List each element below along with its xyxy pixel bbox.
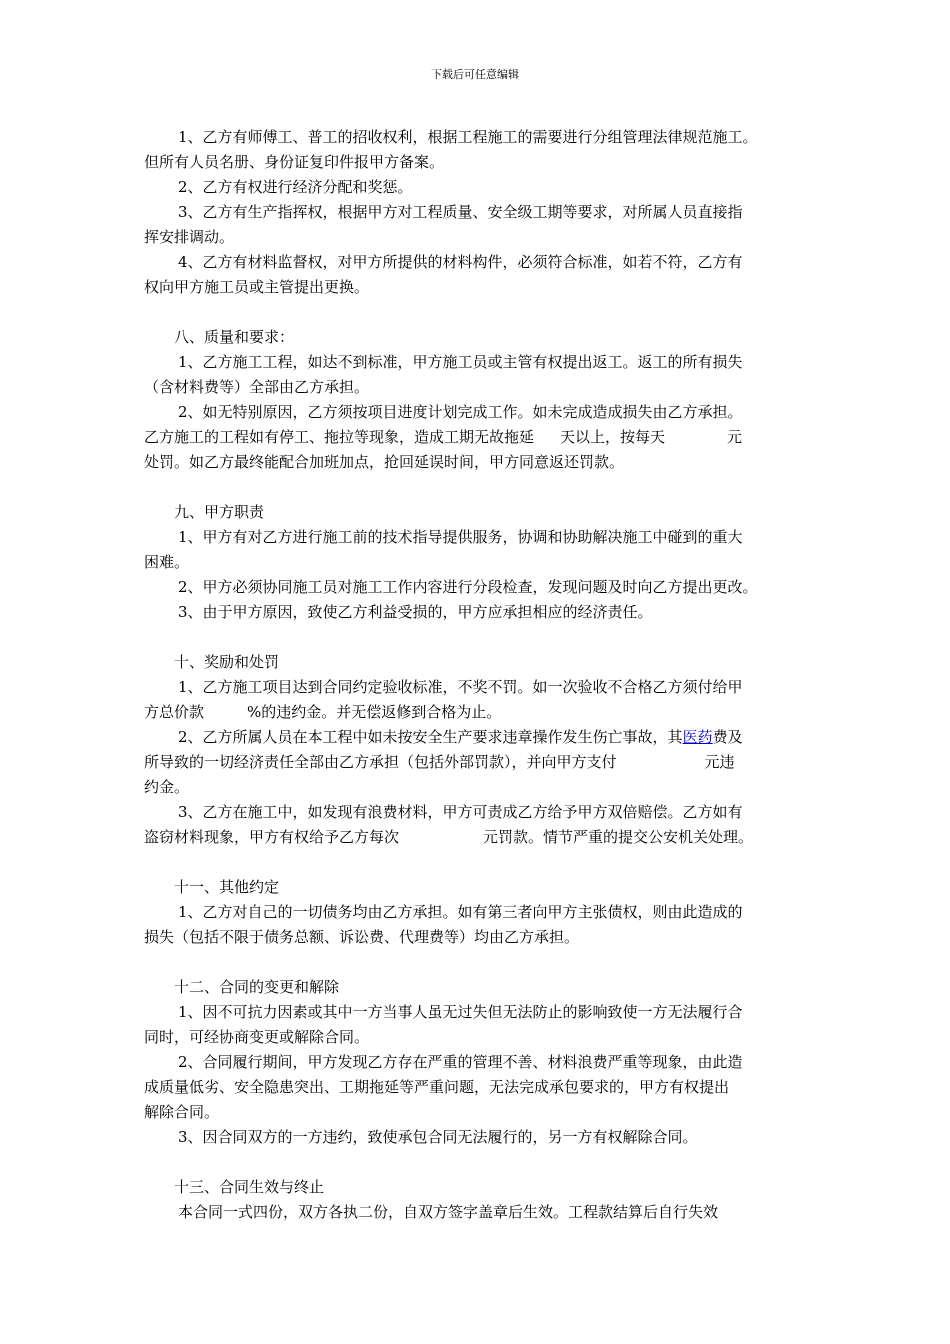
paragraph-line: 1、因不可抗力因素或其中一方当事人虽无过失但无法防止的影响致使一方无法履行合 — [178, 1003, 743, 1021]
paragraph-line: 2、甲方必须协同施工员对施工工作内容进行分段检查，发现问题及时向乙方提出更改。 — [178, 578, 758, 596]
paragraph-line: 但所有人员名册、身份证复印件报甲方备案。 — [144, 153, 445, 171]
paragraph-line: 1、乙方对自己的一切债务均由乙方承担。如有第三者向甲方主张债权，则由此造成的 — [178, 903, 743, 921]
paragraph-line: 处罚。如乙方最终能配合加班加点，抢回延误时间，甲方同意返还罚款。 — [144, 453, 625, 471]
paragraph-line: 1、乙方有师傅工、普工的招收权利，根据工程施工的需要进行分组管理法律规范施工。 — [178, 128, 758, 146]
paragraph-line: 约金。 — [144, 778, 190, 796]
text-fragment: 盗窃材料现象，甲方有权给予乙方每次 — [144, 828, 400, 846]
text-fragment: 元违 — [704, 753, 735, 771]
text-fragment: 2、乙方所属人员在本工程中如未按安全生产要求违章操作发生伤亡事故，其 — [178, 728, 683, 746]
medicine-link[interactable]: 医药 — [682, 728, 713, 746]
paragraph-line — [144, 725, 824, 750]
paragraph-line — [144, 750, 824, 775]
text-fragment: 乙方施工的工程如有停工、拖拉等现象，造成工期无故拖延 — [144, 428, 535, 446]
paragraph-line: （含材料费等）全部由乙方承担。 — [144, 378, 370, 396]
paragraph-line: 2、如无特别原因，乙方须按项目进度计划完成工作。如未完成造成损失由乙方承担。 — [178, 403, 743, 421]
text-fragment: 元罚款。情节严重的提交公安机关处理。 — [483, 828, 754, 846]
text-fragment: 天以上，按每天 — [560, 428, 666, 446]
text-fragment: 方总价款 — [144, 703, 205, 721]
paragraph-line — [144, 825, 824, 850]
section-heading: 八、质量和要求： — [174, 328, 295, 346]
section-heading: 九、甲方职责 — [174, 503, 265, 521]
paragraph-line: 挥安排调动。 — [144, 228, 235, 246]
paragraph-line: 权向甲方施工员或主管提出更换。 — [144, 278, 370, 296]
text-fragment: 元 — [727, 428, 743, 446]
text-fragment: 所导致的一切经济责任全部由乙方承担（包括外部罚款），并向甲方支付 — [144, 753, 617, 771]
paragraph-line: 4、乙方有材料监督权，对甲方所提供的材料构件，必须符合标准，如若不符，乙方有 — [178, 253, 743, 271]
contract-body — [144, 125, 824, 1225]
paragraph-line: 同时，可经协商变更或解除合同。 — [144, 1028, 370, 1046]
paragraph-line: 1、乙方施工项目达到合同约定验收标准，不奖不罚。如一次验收不合格乙方须付给甲 — [178, 678, 743, 696]
paragraph-line: 3、乙方有生产指挥权，根据甲方对工程质量、安全级工期等要求，对所属人员直接指 — [178, 203, 743, 221]
paragraph-line: 困难。 — [144, 553, 190, 571]
paragraph-line: 1、甲方有对乙方进行施工前的技术指导提供服务，协调和协助解决施工中碰到的重大 — [178, 528, 743, 546]
page-header: 下载后可任意编辑 — [431, 68, 519, 81]
paragraph-line: 3、乙方在施工中，如发现有浪费材料，甲方可责成乙方给予甲方双倍赔偿。乙方如有 — [178, 803, 743, 821]
paragraph-line: 2、乙方有权进行经济分配和奖惩。 — [178, 178, 413, 196]
section-heading: 十二、合同的变更和解除 — [174, 978, 340, 996]
section-heading: 十三、合同生效与终止 — [174, 1178, 325, 1196]
paragraph-line: 2、合同履行期间，甲方发现乙方存在严重的管理不善、材料浪费严重等现象，由此造 — [178, 1053, 743, 1071]
text-fragment: %的违约金。并无偿返修到合格为止。 — [247, 703, 502, 721]
section-heading: 十一、其他约定 — [174, 878, 280, 896]
paragraph-line: 3、因合同双方的一方违约，致使承包合同无法履行的，另一方有权解除合同。 — [178, 1128, 698, 1146]
paragraph-line: 解除合同。 — [144, 1103, 220, 1121]
paragraph-line: 损失（包括不限于债务总额、诉讼费、代理费等）均由乙方承担。 — [144, 928, 580, 946]
paragraph-line: 成质量低劣、安全隐患突出、工期拖延等严重问题，无法完成承包要求的，甲方有权提出 — [144, 1078, 730, 1096]
text-fragment: 费及 — [712, 728, 743, 746]
paragraph-line: 1、乙方施工工程，如达不到标准，甲方施工员或主管有权提出返工。返工的所有损失 — [178, 353, 743, 371]
paragraph-line: 本合同一式四份，双方各执二份，自双方签字盖章后生效。工程款结算后自行失效 — [178, 1203, 719, 1221]
paragraph-line — [144, 700, 824, 725]
section-heading: 十、奖励和处罚 — [174, 653, 280, 671]
paragraph-line — [144, 425, 824, 450]
paragraph-line: 3、由于甲方原因，致使乙方利益受损的，甲方应承担相应的经济责任。 — [178, 603, 653, 621]
